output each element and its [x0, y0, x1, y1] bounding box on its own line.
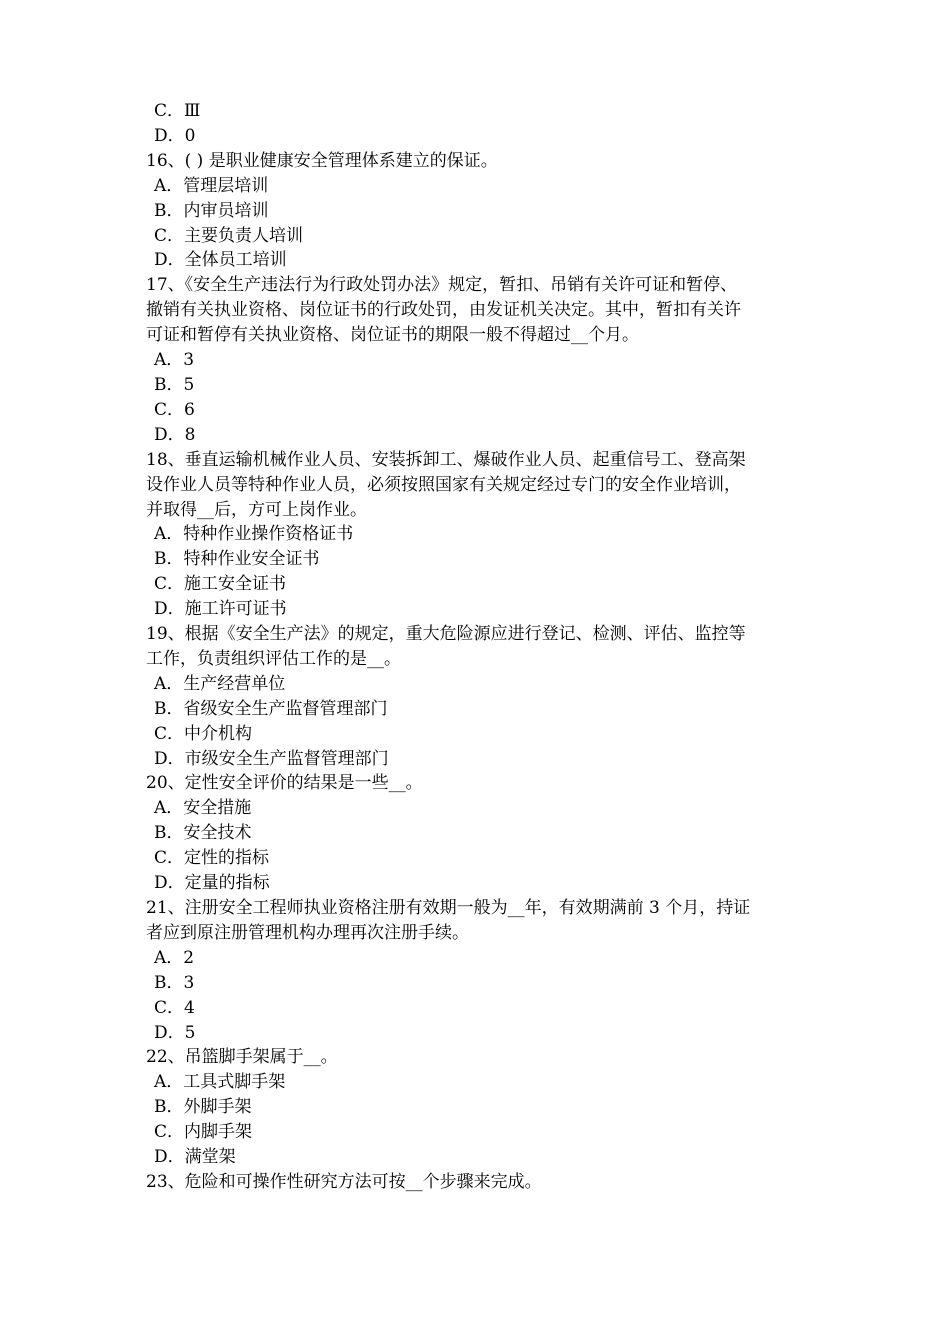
document-page — [146, 99, 818, 1195]
option-line: C．4 — [154, 997, 195, 1018]
option-line: B．5 — [154, 374, 195, 395]
question-17-line-2: 撤销有关执业资格、岗位证书的行政处罚，由发证机关决定。其中，暂扣有关许 — [146, 300, 741, 321]
question-16: 16、( ) 是职业健康安全管理体系建立的保证。 — [146, 150, 498, 171]
option-line: B．3 — [154, 972, 195, 993]
option-line: B．安全技术 — [154, 823, 252, 844]
option-line: D．全体员工培训 — [154, 250, 287, 271]
option-line: D．0 — [154, 125, 196, 146]
question-19-line-1: 19、根据《安全生产法》的规定，重大危险源应进行登记、检测、评估、监控等 — [146, 624, 746, 645]
option-line: D．满堂架 — [154, 1147, 236, 1168]
question-23: 23、危险和可操作性研究方法可按__个步骤来完成。 — [146, 1171, 542, 1192]
option-line: B．特种作业安全证书 — [154, 549, 320, 570]
option-line: C．主要负责人培训 — [154, 225, 304, 246]
option-line: A．安全措施 — [154, 798, 252, 819]
option-line: C．定性的指标 — [154, 848, 270, 869]
option-line: B．内审员培训 — [154, 200, 269, 221]
option-line: A．2 — [154, 947, 195, 968]
question-17-line-1: 17、《安全生产违法行为行政处罚办法》规定，暂扣、吊销有关许可证和暂停、 — [146, 275, 738, 296]
question-21-line-2: 者应到原注册管理机构办理再次注册手续。 — [146, 922, 469, 943]
option-line: A．3 — [154, 350, 195, 371]
option-line: D．8 — [154, 424, 196, 445]
option-line: C．施工安全证书 — [154, 574, 287, 595]
question-18-line-1: 18、垂直运输机械作业人员、安装拆卸工、爆破作业人员、起重信号工、登高架 — [146, 449, 746, 470]
option-line: B．省级安全生产监督管理部门 — [154, 698, 388, 719]
option-line: C．Ⅲ — [154, 101, 201, 121]
option-line: C．6 — [154, 399, 195, 420]
option-line: C．中介机构 — [154, 723, 253, 744]
question-18-line-2: 设作业人员等特种作业人员，必须按照国家有关规定经过专门的安全作业培训， — [146, 474, 741, 495]
option-line: A．生产经营单位 — [154, 673, 286, 694]
question-17-line-3: 可证和暂停有关执业资格、岗位证书的期限一般不得超过__个月。 — [146, 325, 639, 346]
option-line: D．施工许可证书 — [154, 599, 287, 620]
question-21-line-1: 21、注册安全工程师执业资格注册有效期一般为__年，有效期满前 3 个月，持证 — [146, 898, 751, 918]
question-18-line-3: 并取得__后，方可上岗作业。 — [146, 499, 367, 520]
option-line: B．外脚手架 — [154, 1097, 252, 1118]
option-line: A．特种作业操作资格证书 — [154, 524, 354, 545]
option-line: D．5 — [154, 1022, 196, 1043]
option-line: A．工具式脚手架 — [154, 1072, 286, 1093]
question-19-line-2: 工作，负责组织评估工作的是__。 — [146, 648, 401, 669]
option-line: D．定量的指标 — [154, 873, 270, 894]
option-line: A．管理层培训 — [154, 175, 269, 196]
option-line: D．市级安全生产监督管理部门 — [154, 748, 389, 769]
question-20: 20、定性安全评价的结果是一些__。 — [146, 773, 423, 794]
option-line: C．内脚手架 — [154, 1122, 253, 1143]
question-22: 22、吊篮脚手架属于__。 — [146, 1047, 338, 1068]
